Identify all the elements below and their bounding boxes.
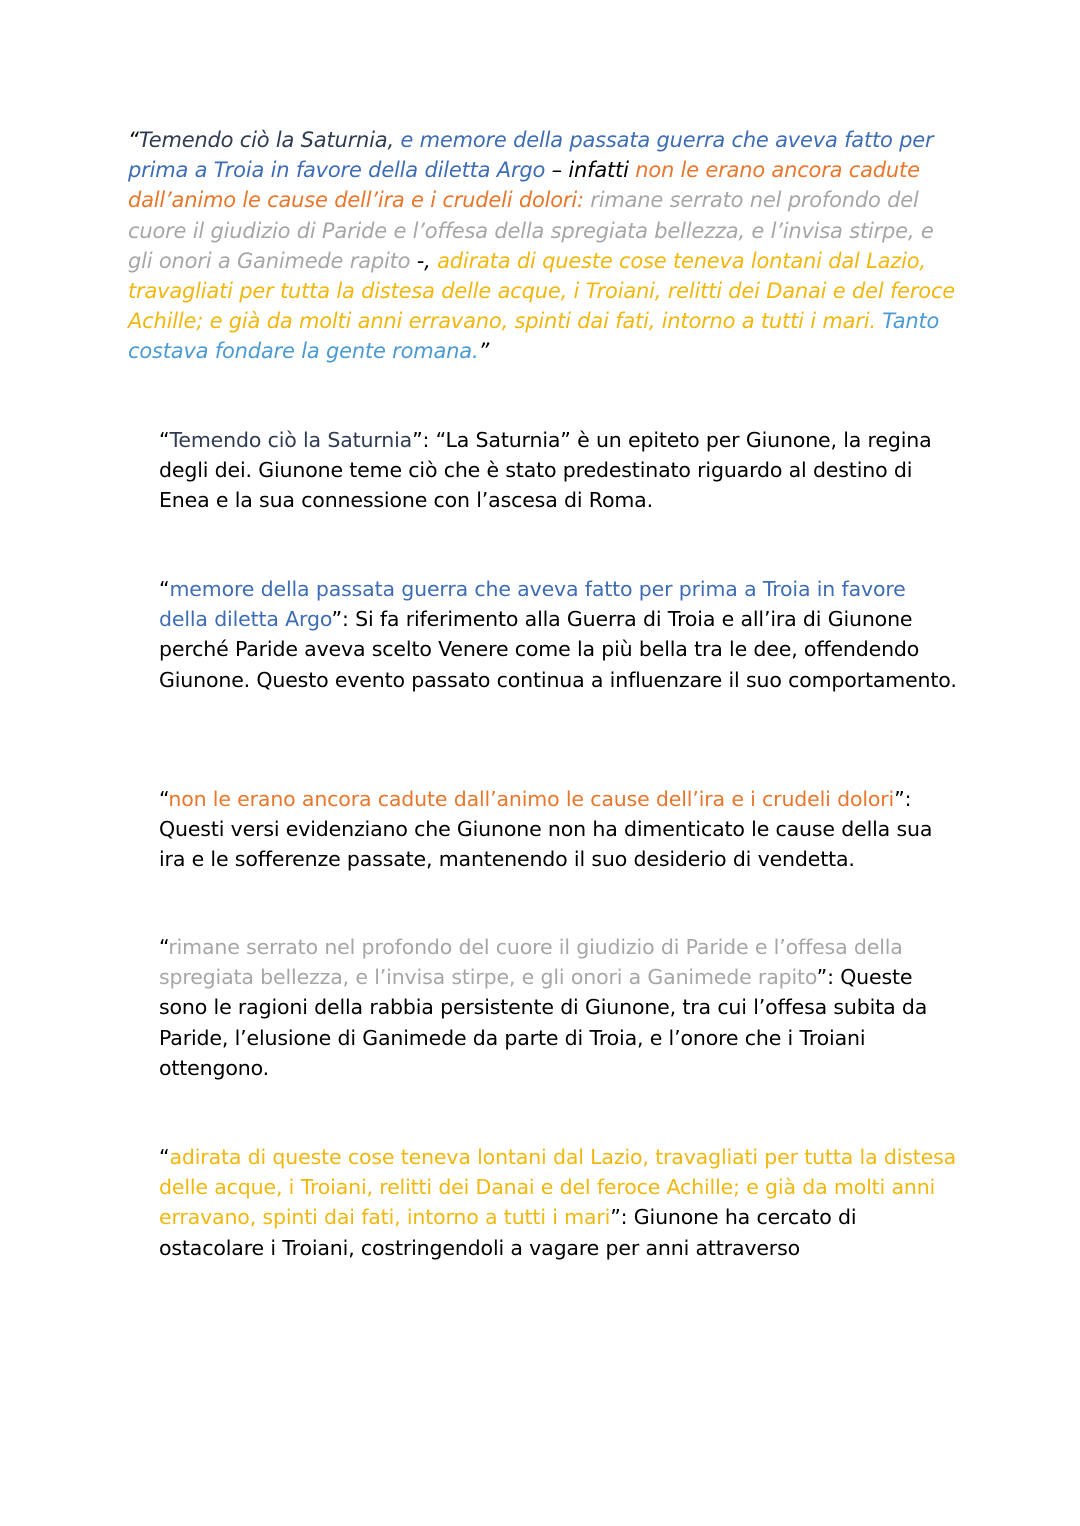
quote-segment-paride: rimane serrato nel profondo del cuore il giudizio di Paride e l’offesa della spregiata bellezza, e l’invisa stirpe, e gli onori a Ganimede rapito xyxy=(128,188,934,273)
analysis-open-mark: “ xyxy=(159,935,169,959)
quote-segment-memore: e memore della passata guerra che aveva fatto per prima a Troia in favore della diletta Argo xyxy=(128,128,934,183)
analysis-comment: Questi versi evidenziano che Giunone non ha dimenticato le cause della sua ira e le sofferenze passate, mantenendo il suo desiderio di vendetta. xyxy=(159,817,933,872)
analysis-quote: adirata di queste cose teneva lontani dal Lazio, travagliati per tutta la distesa delle acque, i Troiani, relitti dei Danai e del feroce Achille; e già da molti anni erravano, spinti dai fati, intorno a tutti i mari xyxy=(159,1145,957,1230)
analysis-open-mark: “ xyxy=(159,577,170,601)
quote-open-mark: “ xyxy=(128,128,139,152)
quote-segment-gente-romana: Tanto costava fondare la gente romana. xyxy=(128,309,940,364)
quote-segment-infatti: – infatti xyxy=(545,158,629,183)
analysis-quote: memore della passata guerra che aveva fatto per prima a Troia in favore della diletta Argo xyxy=(159,577,906,632)
analysis-close-mark: ”: xyxy=(610,1205,628,1230)
analysis-close-mark: ”: xyxy=(331,607,349,632)
analysis-quote: Temendo ciò la Saturnia xyxy=(169,428,413,452)
analysis-paragraph-adirata xyxy=(159,1142,959,1263)
analysis-open-mark: “ xyxy=(159,787,169,811)
quote-close-mark: ” xyxy=(478,339,490,364)
analysis-close-mark: ”: xyxy=(816,965,834,990)
analysis-comment: Giunone ha cercato di ostacolare i Troiani, costringendoli a vagare per anni attraverso xyxy=(159,1205,857,1260)
quote-segment-saturnia: Temendo ciò la Saturnia, xyxy=(138,128,394,152)
analysis-paragraph-cause-ira xyxy=(159,784,959,875)
analysis-comment: “La Saturnia” è un epiteto per Giunone, la regina degli dei. Giunone teme ciò che è stato predestinato riguardo al destino di Enea e la sua connessione con l’ascesa di Roma. xyxy=(159,428,932,513)
analysis-close-mark: ”: xyxy=(412,428,430,452)
analysis-comment: Si fa riferimento alla Guerra di Troia e all’ira di Giunone perché Paride aveva scelto Venere come la più bella tra le dee, offendendo Giunone. Questo evento passato continua a influenzare il suo comportamento. xyxy=(159,607,957,692)
analysis-paragraph-memore xyxy=(159,574,959,695)
analysis-open-mark: “ xyxy=(159,428,170,452)
quote-segment-adirata: adirata di queste cose teneva lontani dal Lazio, travagliati per tutta la distesa delle acque, i Troiani, relitti dei Danai e del feroce Achille; e già da molti anni erravano, spinti dai fati, intorno a tutti i mari. xyxy=(128,248,956,334)
analysis-paragraph-saturnia xyxy=(159,425,959,516)
analysis-quote: rimane serrato nel profondo del cuore il giudizio di Paride e l’offesa della spregiata bellezza, e l’invisa stirpe, e gli onori a Ganimede rapito xyxy=(159,935,903,990)
analysis-close-mark: ”: xyxy=(894,787,912,811)
analysis-comment: Queste sono le ragioni della rabbia persistente di Giunone, tra cui l’offesa subita da Paride, l’elusione di Ganimede da parte di Troia, e l’onore che i Troiani ottengono. xyxy=(159,965,928,1080)
quote-segment-cause-ira: non le erano ancora cadute dall’animo le cause dell’ira e i crudeli dolori: xyxy=(128,158,920,213)
quote-segment-separator: -, xyxy=(410,248,431,273)
latin-quote-translation xyxy=(128,125,958,367)
analysis-paragraph-paride xyxy=(159,932,959,1083)
analysis-open-mark: “ xyxy=(159,1145,170,1169)
analysis-quote: non le erano ancora cadute dall’animo le cause dell’ira e i crudeli dolori xyxy=(168,787,895,811)
